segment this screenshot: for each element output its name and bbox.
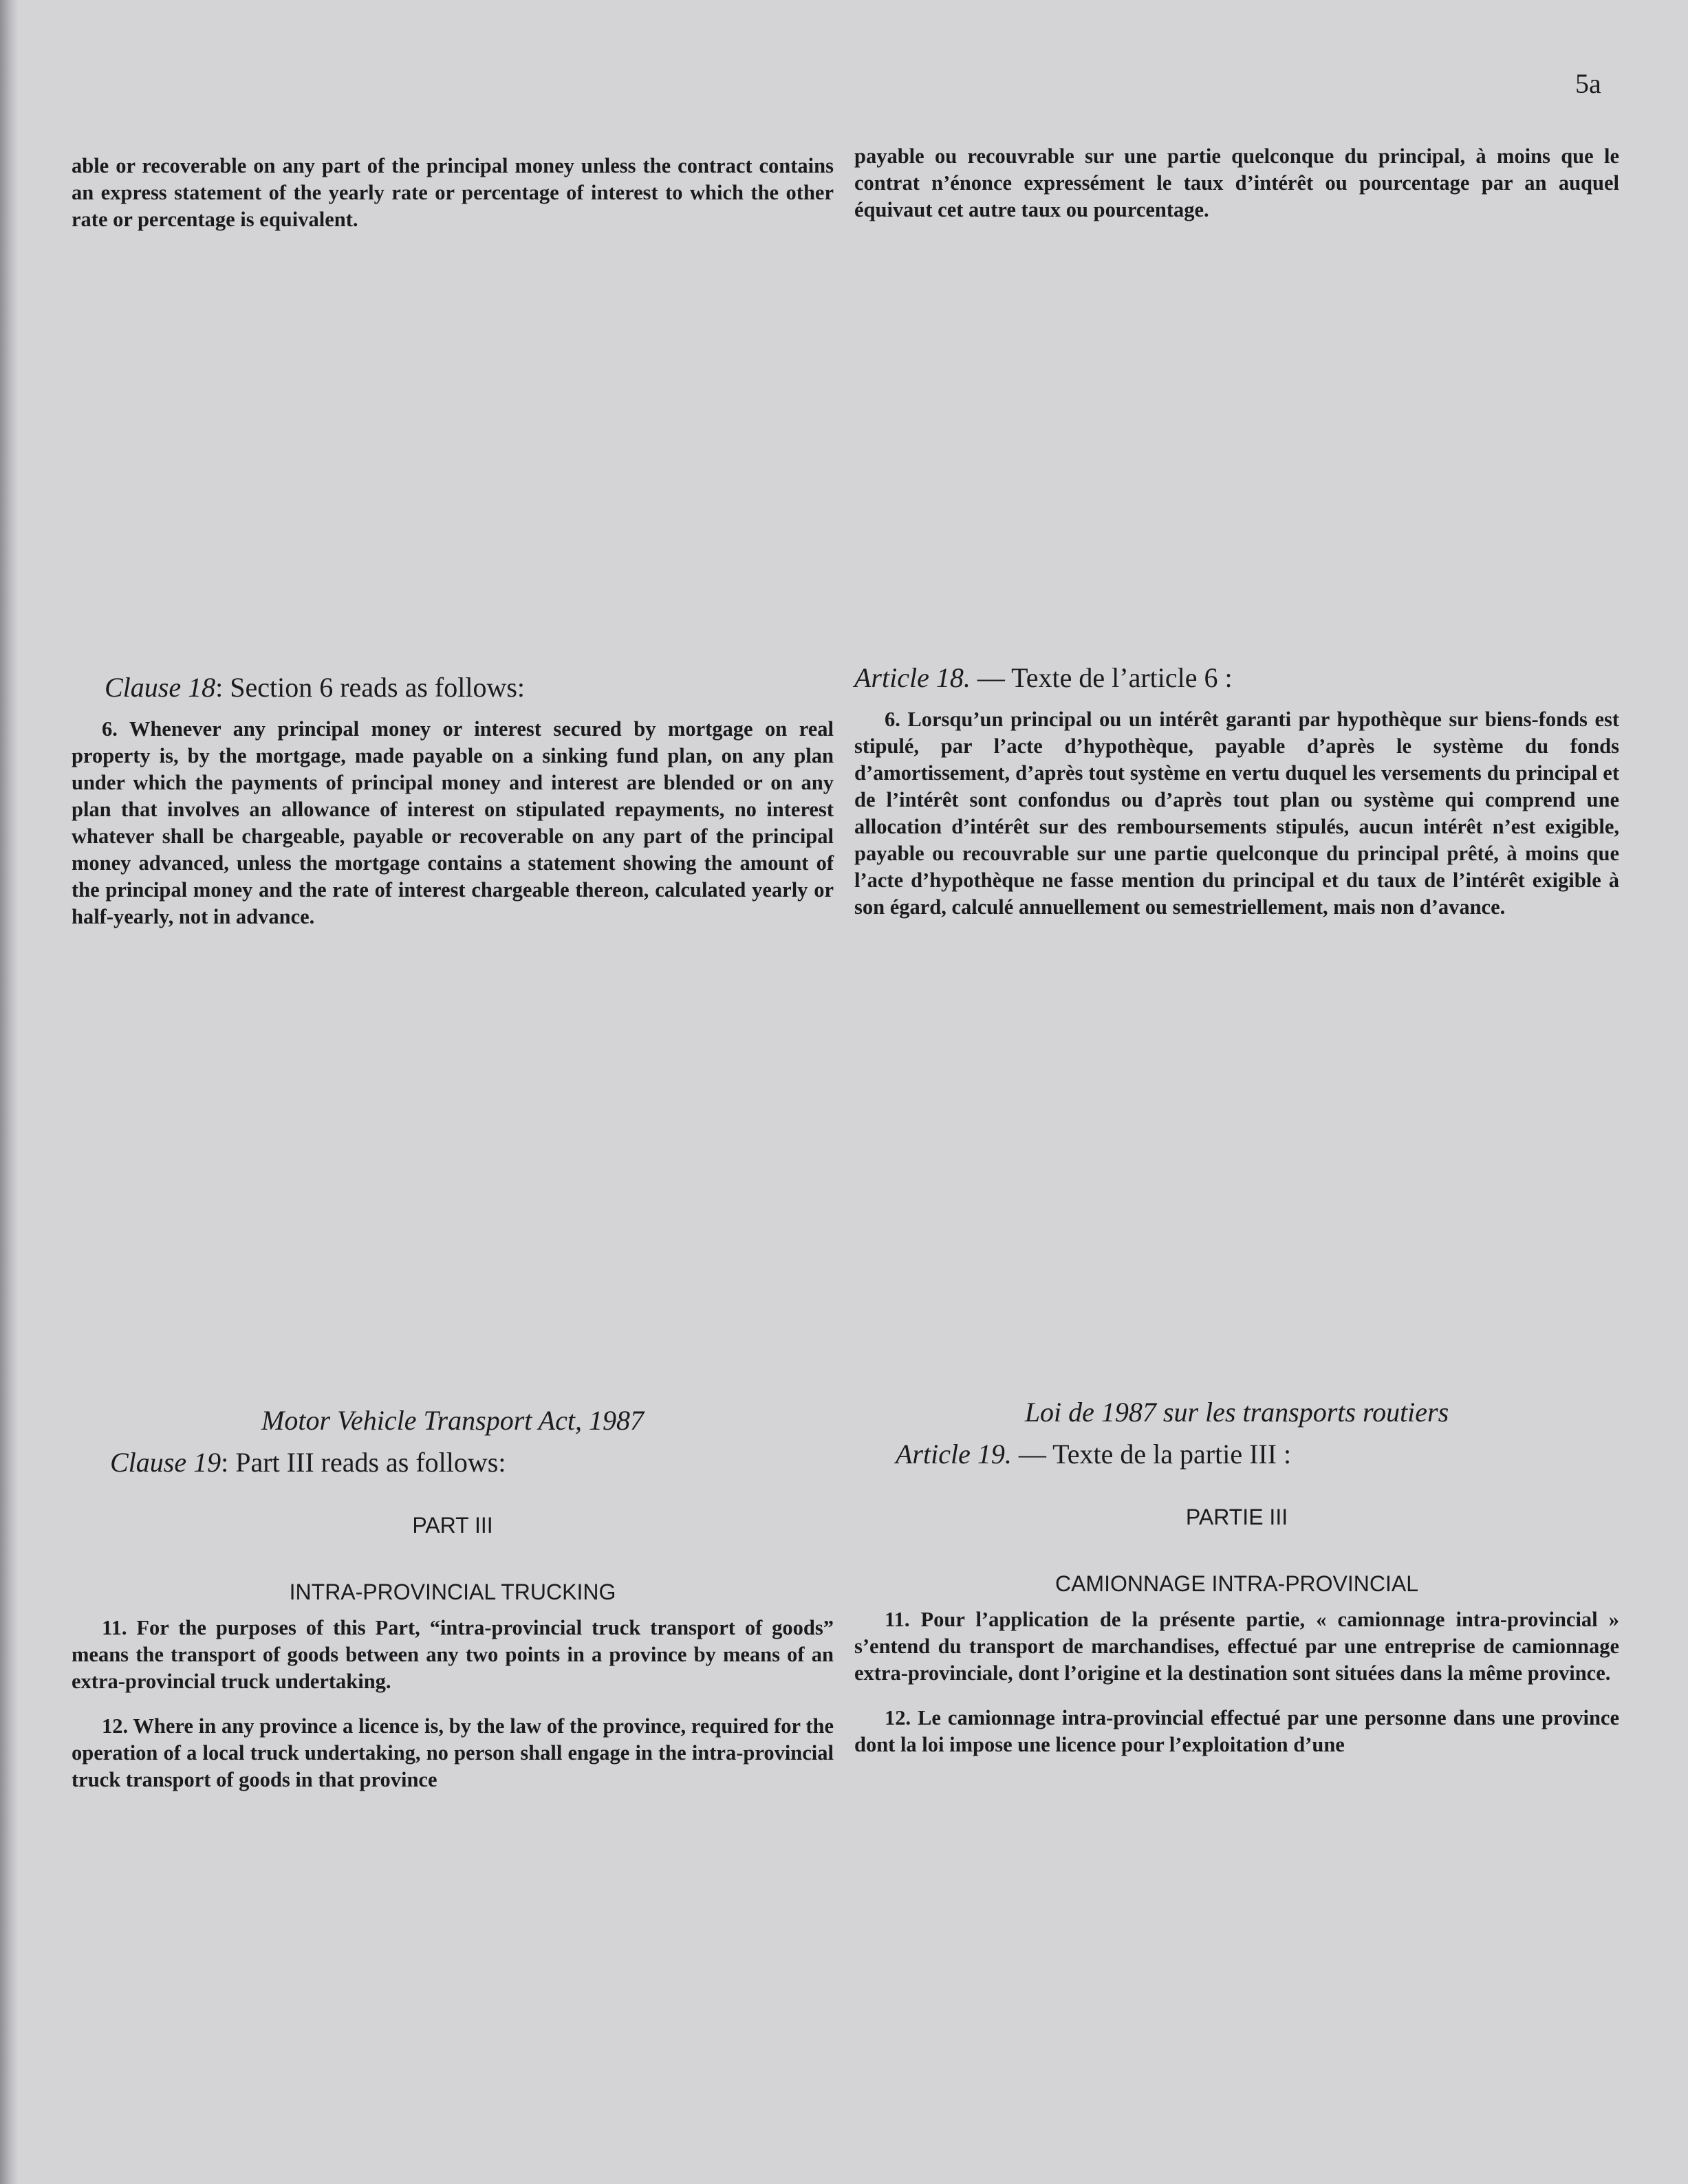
en-clause-19-label: Clause 19	[110, 1447, 221, 1478]
en-section-12	[72, 1713, 834, 1793]
fr-section-11-number: 11.	[885, 1608, 910, 1631]
fr-act-title: Loi de 1987 sur les transports routiers	[1024, 1397, 1449, 1428]
en-section-11-number: 11.	[102, 1616, 127, 1639]
en-clause-19-heading	[110, 1446, 834, 1478]
fr-clause-19-heading	[896, 1438, 1619, 1470]
fr-section-12-number: 12.	[885, 1706, 911, 1729]
fr-section-11	[854, 1606, 1619, 1687]
fr-continuation-block	[854, 143, 1619, 223]
en-act-title: Motor Vehicle Transport Act, 1987	[261, 1405, 644, 1436]
en-part-title: PART III	[412, 1513, 493, 1538]
en-continuation-text: able or recoverable on any part of the principal money unless the contract contains an express statement of the yearly rate or percentage of interest to which the other rate or percentage is equivalent.	[72, 154, 834, 231]
en-section-11-text: For the purposes of this Part, “intra-provincial truck transport of goods” means the transport of goods between any two points in a province by means of an extra-provincial truck undertaking.	[72, 1616, 834, 1693]
fr-section-12	[854, 1705, 1619, 1758]
fr-continuation-text: payable ou recouvrable sur une partie quelconque du principal, à moins que le contrat n’énonce expressément le taux d’intérêt ou pourcentage par an auquel équivaut cet autre taux ou pourcentage.	[854, 144, 1619, 221]
en-clause-18-label: Clause 18	[105, 672, 216, 703]
fr-clause-19-heading-rest: — Texte de la partie III :	[1011, 1439, 1292, 1470]
fr-section-6-number: 6.	[885, 708, 900, 731]
en-section-12-text: Where in any province a licence is, by the law of the province, required for the operation of a local truck undertaking, no person shall engage in the intra-provincial truck transport of goods in that province	[72, 1714, 834, 1791]
fr-clause-18-heading-rest: — Texte de l’article 6 :	[970, 662, 1233, 693]
page-edge-shadow	[0, 0, 18, 2184]
fr-clause-19	[854, 1396, 1619, 1758]
page-number: 5a	[1575, 68, 1601, 99]
fr-clause-18	[854, 662, 1619, 921]
en-section-6-text: Whenever any principal money or interest secured by mortgage on real property is, by the mortgage, made payable on a sinking fund plan, on any plan under which the payments of principal money and interest are blended or on any plan that involves an allowance of interest on stipulated repayments, no interest whatever shall be chargeable, payable or recoverable on any part of the principal money advanced, unless the mortgage contains a statement showing the amount of the principal money and the rate of interest chargeable thereon, calculated yearly or half-yearly, not in advance.	[72, 717, 834, 928]
fr-section-12-text: Le camionnage intra-provincial effectué par une personne dans une province dont la loi impose une licence pour l’exploitation d’une	[854, 1706, 1620, 1756]
en-clause-18-heading-rest: : Section 6 reads as follows:	[215, 672, 526, 703]
en-division-title: INTRA-PROVINCIAL TRUCKING	[289, 1580, 616, 1604]
en-clause-19	[72, 1404, 834, 1793]
fr-clause-18-heading	[854, 662, 1619, 694]
en-section-12-number: 12.	[102, 1714, 129, 1738]
fr-section-11-text: Pour l’application de la présente partie, « camionnage intra-provincial » s’entend du transport de marchandises, effectué par une entreprise de camionnage extra-provinciale, dont l’origine et la destination sont situées dans la même province.	[854, 1608, 1619, 1685]
fr-division-title: CAMIONNAGE INTRA-PROVINCIAL	[1054, 1571, 1419, 1596]
en-section-6	[72, 716, 834, 930]
en-clause-18	[72, 671, 834, 930]
en-section-11	[72, 1615, 834, 1695]
fr-clause-19-label: Article 19.	[896, 1439, 1012, 1470]
fr-section-6-text: Lorsqu’un principal ou un intérêt garanti par hypothèque sur biens-fonds est stipulé, par l’acte d’hypothèque, payable d’après le système du fonds d’amortissement, d’après tout système en vertu duquel les versements du principal et de l’intérêt sont confondus ou d’après tout plan ou système qui comprend une allocation d’intérêt sur des remboursements stipulés, aucun intérêt n’est exigible, payable ou recouvrable sur une partie quelconque du principal prêté, à moins que l’acte d’hypothèque ne fasse mention du principal et du taux de l’intérêt exigible à son égard, calculé annuellement ou semestriellement, mais non d’avance.	[854, 708, 1620, 919]
en-continuation-block	[72, 153, 834, 233]
fr-clause-18-label: Article 18.	[854, 662, 971, 693]
en-clause-18-heading	[105, 671, 834, 703]
en-section-6-number: 6.	[102, 717, 118, 741]
fr-part-title: PARTIE III	[1185, 1505, 1288, 1529]
fr-section-6	[854, 706, 1619, 921]
en-clause-19-heading-rest: : Part III reads as follows:	[221, 1447, 506, 1478]
